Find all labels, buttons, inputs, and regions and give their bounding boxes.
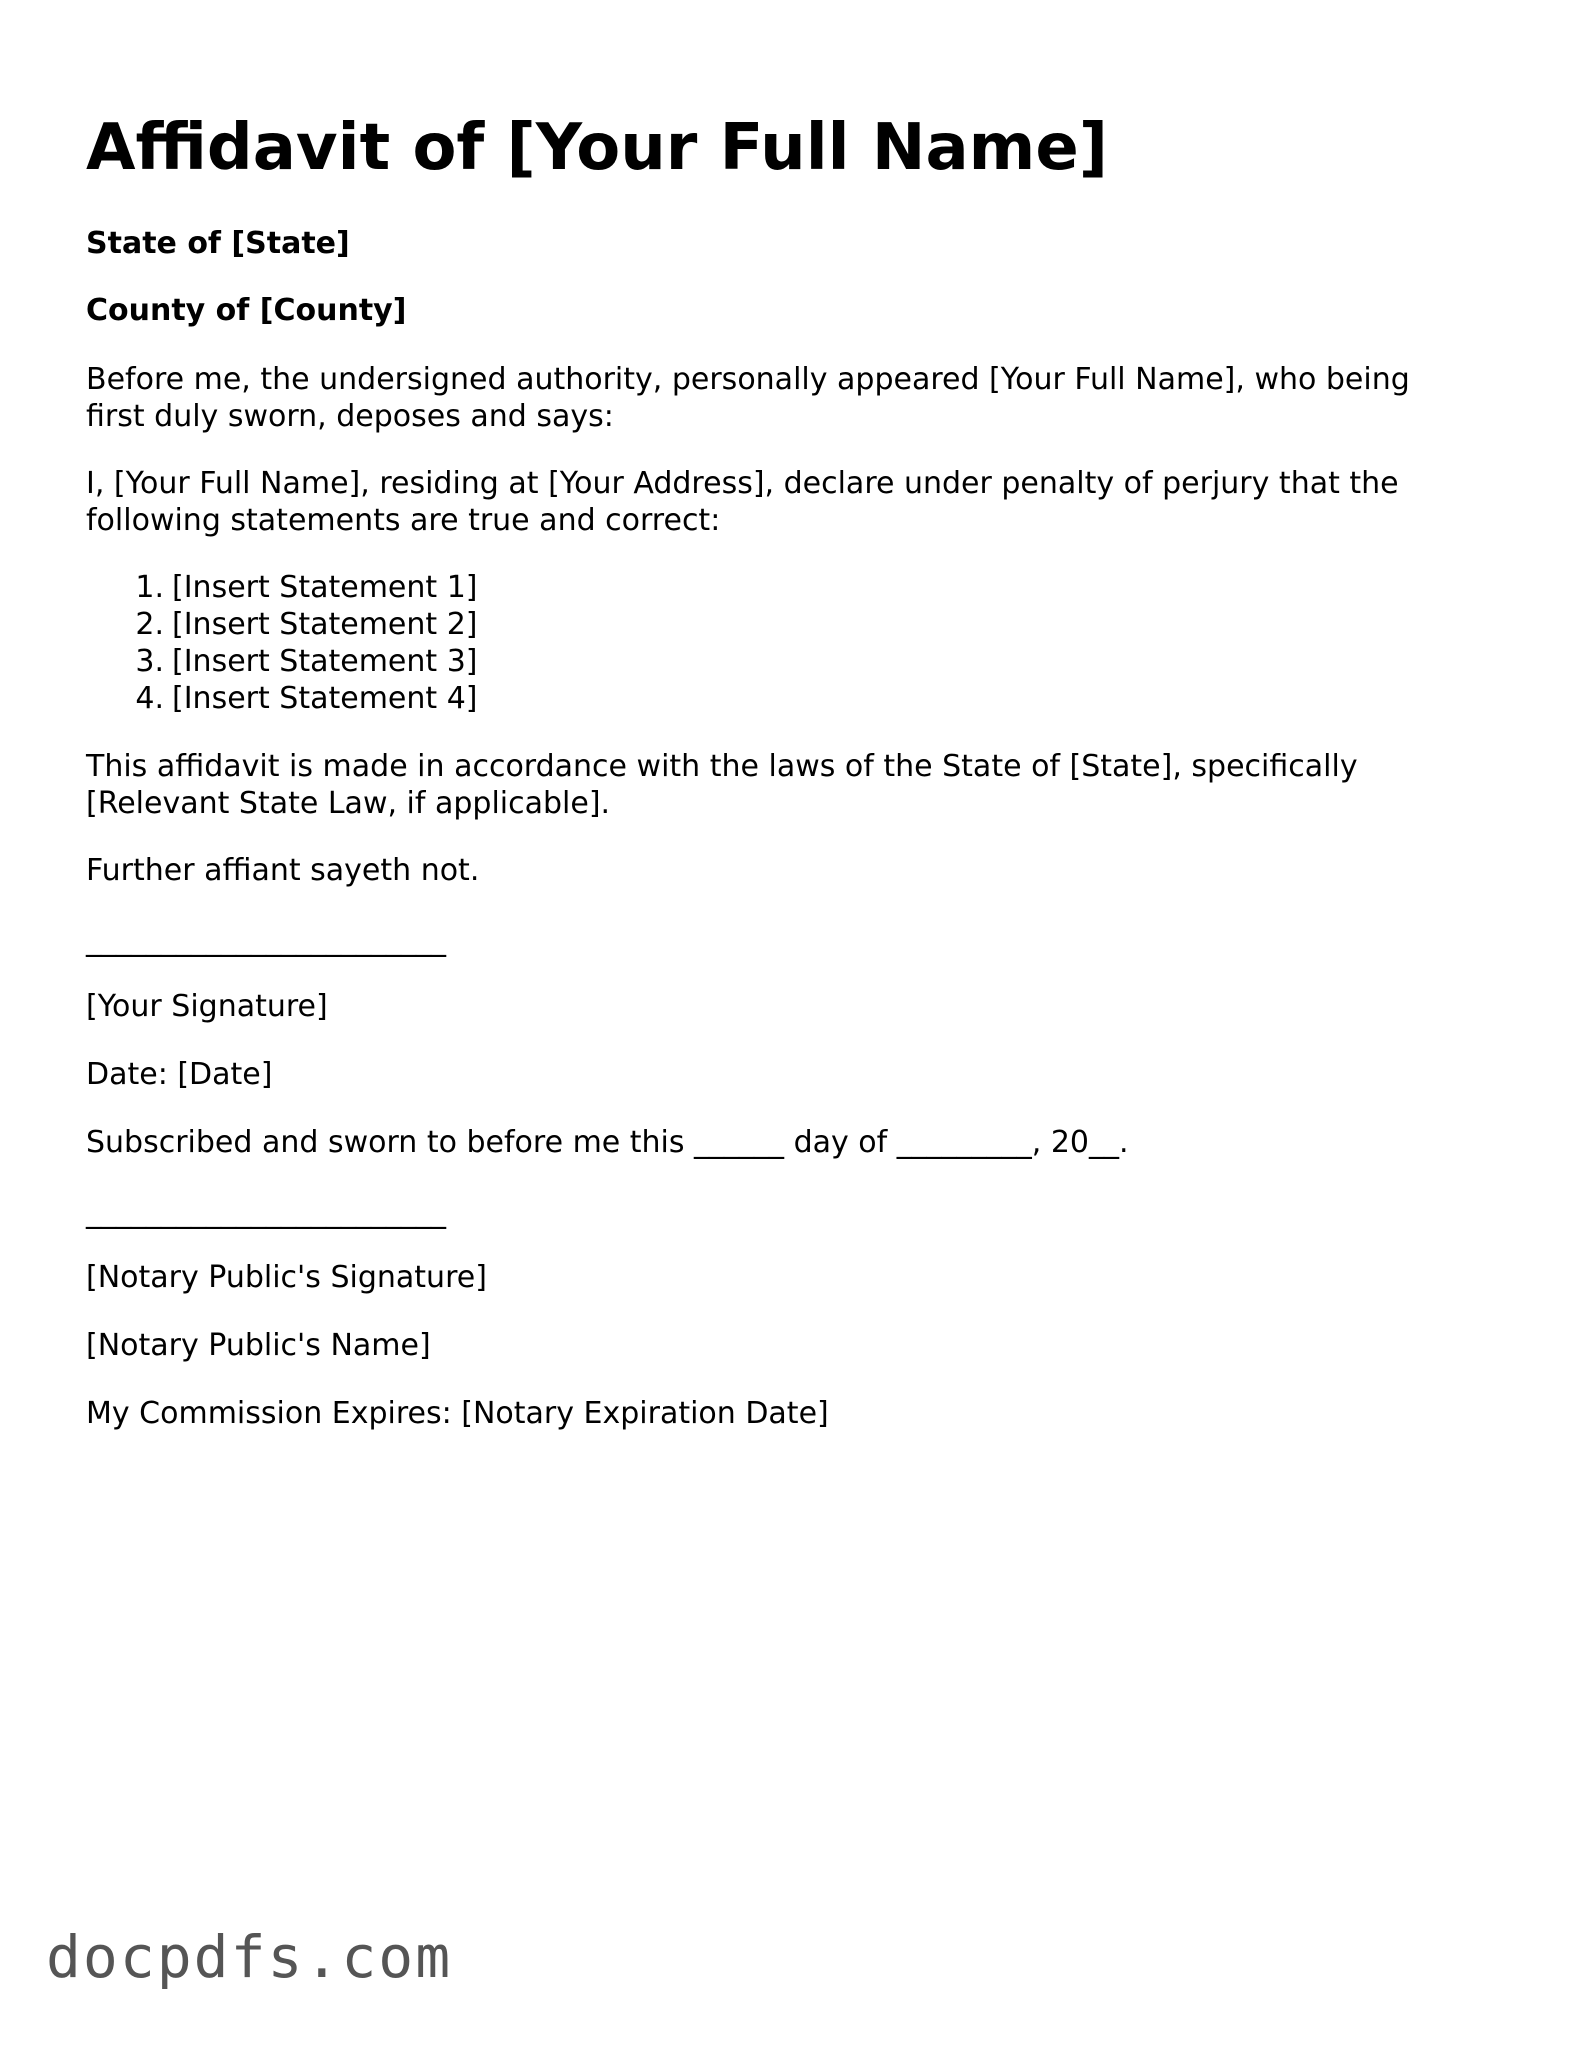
notary-name: [Notary Public's Name]	[86, 1328, 431, 1363]
declaration-line-2: following statements are true and correct:	[86, 503, 721, 538]
notary-signature-label: [Notary Public's Signature]	[86, 1260, 487, 1295]
list-item	[86, 606, 477, 643]
signature-line: ________________________	[86, 923, 446, 958]
list-item-text: [Insert Statement 1]	[172, 570, 478, 605]
intro-line-2: first duly sworn, deposes and says:	[86, 399, 614, 434]
statements-list	[86, 569, 477, 717]
county-heading: County of [County]	[86, 293, 407, 328]
list-item	[86, 569, 477, 606]
intro-line-1: Before me, the undersigned authority, personally appeared [Your Full Name], who being	[86, 362, 1410, 397]
list-item-text: [Insert Statement 2]	[172, 607, 478, 642]
state-heading: State of [State]	[86, 226, 350, 261]
law-paragraph	[86, 748, 1506, 822]
watermark-logo: docpdfs.com	[46, 1923, 453, 1991]
list-item-number: 2.	[135, 607, 164, 642]
subscribed-statement: Subscribed and sworn to before me this ______ day of _________, 20__.	[86, 1125, 1129, 1160]
signature-label: [Your Signature]	[86, 989, 328, 1024]
closing-statement: Further affiant sayeth not.	[86, 853, 480, 888]
intro-paragraph	[86, 361, 1506, 435]
document-title: Affidavit of [Your Full Name]	[86, 111, 1108, 185]
declaration-line-1: I, [Your Full Name], residing at [Your Address], declare under penalty of perjury that the	[86, 466, 1399, 501]
list-item-number: 4.	[135, 681, 164, 716]
law-line-2: [Relevant State Law, if applicable].	[86, 786, 611, 821]
date-label: Date: [Date]	[86, 1057, 273, 1092]
list-item	[86, 643, 477, 680]
declaration-paragraph	[86, 465, 1506, 539]
law-line-1: This affidavit is made in accordance with the laws of the State of [State], specifically	[86, 749, 1358, 784]
list-item-text: [Insert Statement 4]	[172, 681, 478, 716]
list-item	[86, 680, 477, 717]
list-item-number: 3.	[135, 644, 164, 679]
notary-signature-line: ________________________	[86, 1195, 446, 1230]
list-item-number: 1.	[135, 570, 164, 605]
commission-expires: My Commission Expires: [Notary Expiration Date]	[86, 1396, 829, 1431]
list-item-text: [Insert Statement 3]	[172, 644, 478, 679]
